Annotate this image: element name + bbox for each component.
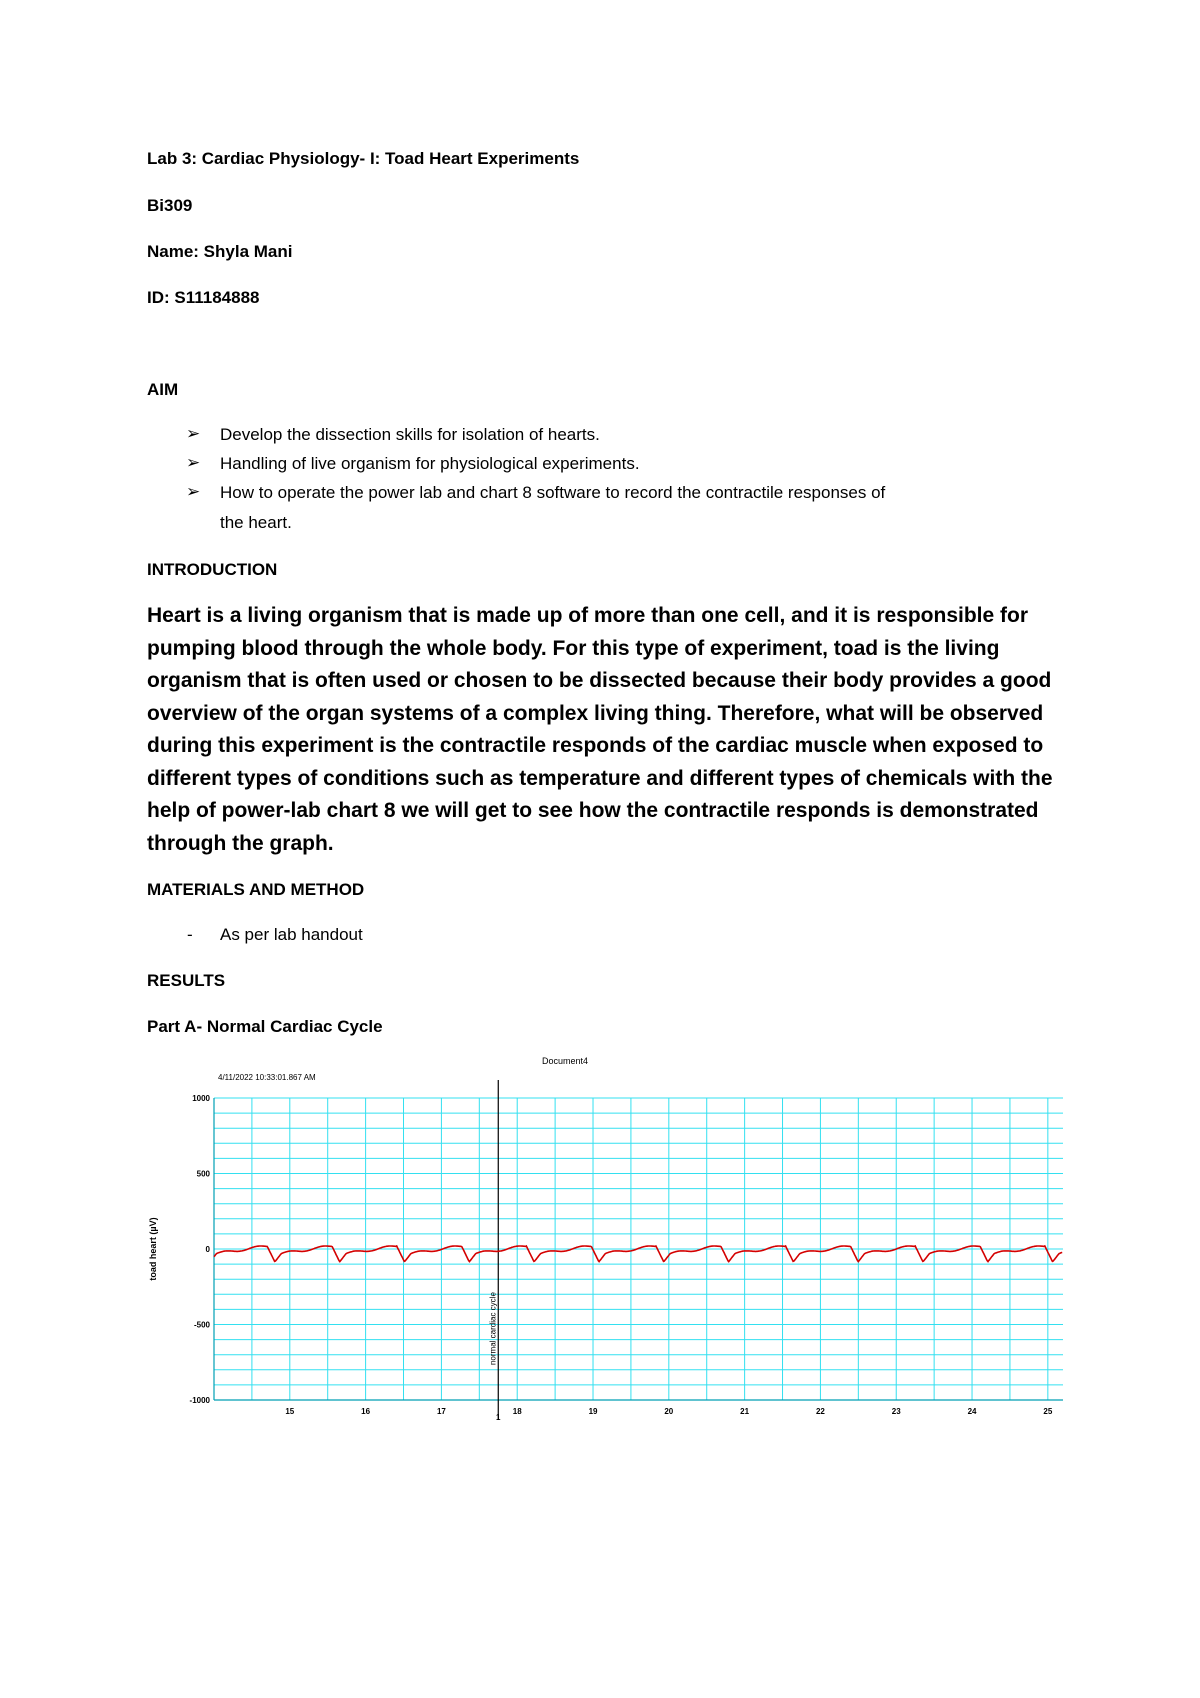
aim-heading: AIM	[147, 380, 179, 399]
y-tick-label: 1000	[192, 1094, 210, 1103]
doc-title: Lab 3: Cardiac Physiology- I: Toad Heart Experiments	[147, 149, 580, 168]
x-tick-label: 21	[740, 1407, 750, 1416]
x-tick-label: 23	[891, 1407, 901, 1416]
aim-item-continued: the heart.	[220, 513, 292, 532]
part-a-heading: Part A- Normal Cardiac Cycle	[147, 1017, 383, 1036]
annotation-number: 1	[496, 1413, 501, 1422]
arrow-bullet-icon: ➢	[186, 424, 201, 443]
aim-item: Develop the dissection skills for isolation of hearts.	[220, 425, 600, 444]
student-name: Name: Shyla Mani	[147, 242, 293, 261]
x-tick-label: 22	[815, 1407, 825, 1416]
intro-line: organism that is often used or chosen to be dissected because their body provides a good	[147, 669, 1052, 692]
chart-title: Document4	[541, 1056, 589, 1066]
x-tick-label: 25	[1043, 1407, 1053, 1416]
y-tick-label: -1000	[189, 1396, 210, 1405]
intro-line: pumping blood through the whole body. For this type of experiment, toad is the living	[147, 636, 1000, 660]
x-tick-label: 24	[967, 1407, 977, 1416]
chart-timestamp: 4/11/2022 10:33:01.867 AM	[218, 1073, 316, 1082]
intro-line: during this experiment is the contractile responds of the cardiac muscle when exposed to	[147, 734, 1044, 757]
x-tick-label: 20	[664, 1407, 674, 1416]
materials-item: As per lab handout	[220, 925, 363, 944]
cardiac-cycle-chart	[140, 1050, 1070, 1450]
x-tick-label: 15	[285, 1407, 295, 1416]
arrow-bullet-icon: ➢	[186, 453, 201, 472]
y-tick-label: 500	[196, 1169, 210, 1179]
intro-line: through the graph.	[147, 831, 334, 855]
annotation-label: normal cardiac cycle	[488, 1292, 498, 1365]
x-tick-label: 19	[588, 1407, 598, 1416]
x-tick-label: 18	[512, 1407, 522, 1416]
intro-line: help of power-lab chart 8 we will get to see how the contractile responds is demonstrated	[147, 799, 1039, 822]
y-tick-label: 0	[205, 1245, 210, 1254]
trace-line	[214, 1246, 1062, 1262]
results-heading: RESULTS	[147, 971, 226, 990]
aim-item: How to operate the power lab and chart 8 software to record the contractile responses of	[220, 483, 886, 502]
materials-heading: MATERIALS AND METHOD	[147, 880, 365, 899]
dash-bullet: -	[187, 925, 193, 944]
introduction-heading: INTRODUCTION	[147, 560, 278, 579]
y-tick-label: -500	[193, 1320, 210, 1330]
y-axis-label: toad heart (µV)	[148, 1217, 158, 1281]
arrow-bullet-icon: ➢	[186, 482, 201, 501]
aim-item: Handling of live organism for physiological experiments.	[220, 454, 640, 473]
x-tick-label: 16	[361, 1407, 371, 1416]
intro-line: overview of the organ systems of a complex living thing. Therefore, what will be observed	[147, 701, 1044, 725]
student-id: ID: S11184888	[147, 288, 260, 307]
x-tick-label: 17	[436, 1407, 446, 1416]
course-code: Bi309	[147, 196, 193, 215]
intro-line: different types of conditions such as temperature and different types of chemicals with the	[147, 766, 1053, 790]
intro-line: Heart is a living organism that is made up of more than one cell, and it is responsible for	[147, 604, 1029, 627]
introduction-body	[147, 600, 1067, 860]
